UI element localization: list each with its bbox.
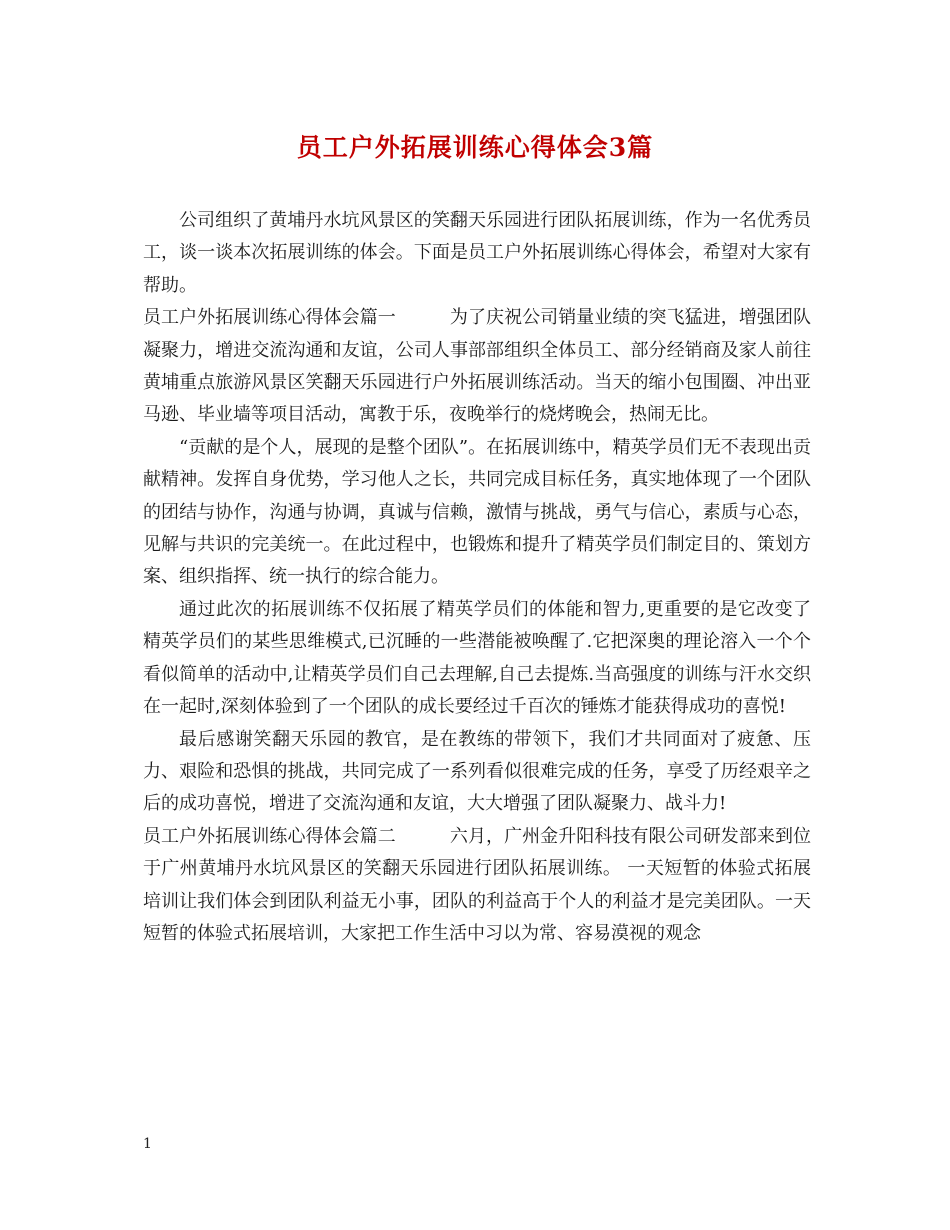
paragraph-text: “贡献的是个人，展现的是整个团队”。在拓展训练中，精英学员们无不表现出贡献精神。发挥自身优势，学习他人之长，共同完成目标任务，真实地体现了一个团队的团结与协作，沟通与协调，真诚与信赖，激情与挑战，勇气与信心，素质与心态，见解与共识的完美统一。在此过程中，也锻炼和提升了精英学员们制定目的、策划方案、组织指挥、统一执行的综合能力。: [143, 436, 811, 588]
thinking-paragraph: [143, 594, 811, 724]
paragraph-text: 通过此次的拓展训练不仅拓展了精英学员们的体能和智力,更重要的是它改变了精英学员们的某些思维模式,已沉睡的一些潜能被唤醒了.它把深奥的理论溶入一个个看似简单的活动中,让精英学员们自己去理解,自己去提炼.当高强度的训练与汗水交织在一起时,深刻体验到了一个团队的成长要经过千百次的锤炼才能获得成功的喜悦!: [143, 598, 811, 718]
intro-paragraph: [143, 205, 811, 302]
section-heading: 员工户外拓展训练心得体会篇二: [143, 825, 396, 847]
document-title: 员工户外拓展训练心得体会3篇: [296, 133, 654, 162]
section-one-paragraph: [143, 302, 811, 432]
thanks-paragraph: [143, 724, 811, 821]
section-heading: 员工户外拓展训练心得体会篇一: [143, 307, 396, 329]
paragraph-text: 最后感谢笑翻天乐园的教官，是在教练的带领下，我们才共同面对了疲惫、压力、艰险和恐惧的挑战，共同完成了一系列看似很难完成的任务，享受了历经艰辛之后的成功喜悦，增进了交流沟通和友谊，大大增强了团队凝聚力、战斗力!: [143, 728, 811, 815]
paragraph-text: 公司组织了黄埔丹水坑风景区的笑翻天乐园进行团队拓展训练，作为一名优秀员工，谈一谈本次拓展训练的体会。下面是员工户外拓展训练心得体会，希望对大家有帮助。: [143, 210, 811, 296]
document-body: [143, 205, 811, 950]
paragraph-text: 六月，广州金升阳科技有限公司研发部来到位于广州黄埔丹水坑风景区的笑翻天乐园进行团队拓展训练。 一天短暂的体验式拓展培训让我们体会到团队利益无小事，团队的利益高于个人的利益才是完美团队。一天短暂的体验式拓展培训，大家把工作生活中习以为常、容易漠视的观念: [143, 825, 812, 944]
page-number: 1: [143, 1136, 152, 1152]
contribution-paragraph: [143, 432, 811, 594]
section-two-paragraph: [143, 821, 811, 951]
paragraph-text: 为了庆祝公司销量业绩的突飞猛进，增强团队凝聚力，增进交流沟通和友谊，公司人事部部组织全体员工、部分经销商及家人前往黄埔重点旅游风景区笑翻天乐园进行户外拓展训练活动。当天的缩小包围圈、冲出亚马逊、毕业墙等项目活动，寓教于乐，夜晚举行的烧烤晚会，热闹无比。: [143, 307, 812, 426]
